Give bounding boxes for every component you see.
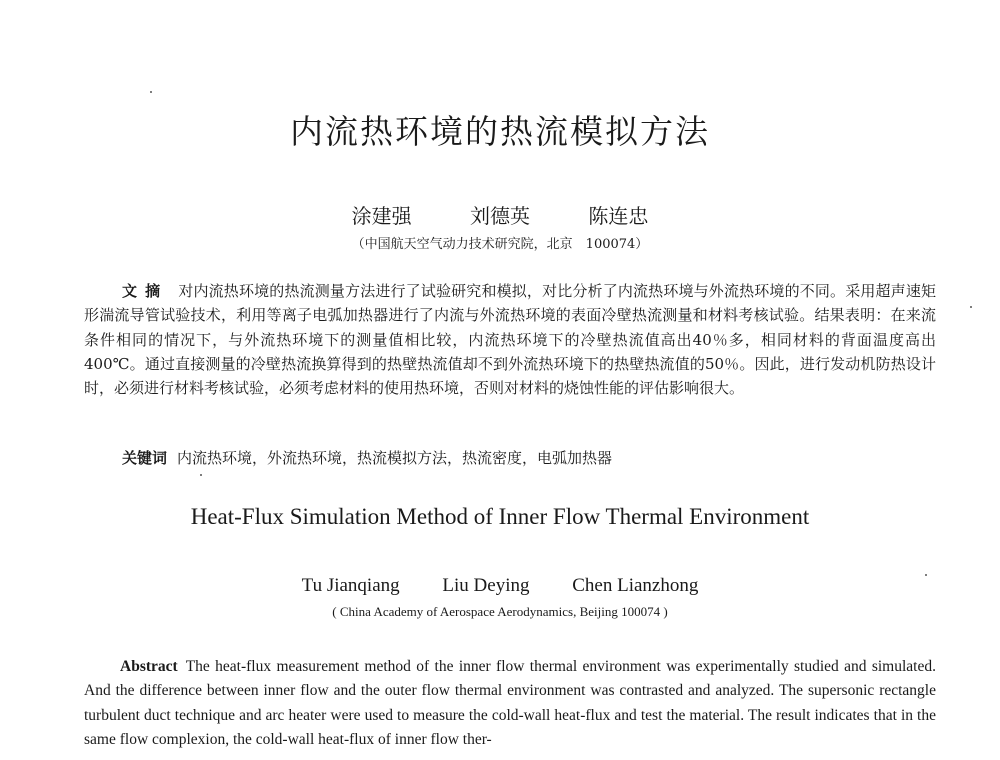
author-en-1: Tu Jianqiang (301, 575, 400, 596)
chinese-title: 内流热环境的热流模拟方法 (290, 112, 710, 151)
english-title: Heat-Flux Simulation Method of Inner Flow Thermal Environment (190, 504, 810, 529)
chinese-abstract-text: 对内流热环境的热流测量方法进行了试验研究和模拟，对比分析了内流热环境与外流热环境的不同。采用超声速矩形湍流导管试验技术，利用等离子电弧加热器进行了内流与外流热环境的表面冷壁热流测量和材料考核试验。结果表明：在来流条件相同的情况下，与外流热环境下的测量值相比较，内流热环境下的冷壁热流值高出40％多，相同材料的背面温度高出400℃。通过直接测量的冷壁热流换算得到的热壁热流值却不到外流热环境下的热壁热流值的50％。因此，进行发动机防热设计时，必须进行材料考核试验，必须考虑材料的使用热环境，否则对材料的烧蚀性能的评估影响很大。 (84, 282, 936, 398)
english-authors (0, 575, 1000, 597)
chinese-keywords-text: 内流热环境，外流热环境，热流模拟方法，热流密度，电弧加热器 (177, 449, 613, 467)
chinese-abstract-label: 文摘 (122, 282, 169, 300)
chinese-keywords (122, 447, 936, 468)
scan-speck (150, 91, 152, 93)
chinese-abstract (84, 279, 936, 400)
chinese-affiliation: （中国航天空气动力技术研究院，北京 100074） (351, 237, 649, 252)
english-abstract-label: Abstract (120, 658, 178, 675)
author-en-3: Chen Lianzhong (572, 575, 699, 596)
chinese-keywords-label: 关键词 (122, 449, 168, 467)
english-abstract-text: The heat-flux measurement method of the inner flow thermal environment was experimentally studied and simulated. And the difference between inner flow and the outer flow thermal environment was contrasted and analyzed. The supersonic rectangle turbulent duct technique and arc heater were used to measure the cold-wall heat-flux and test the material. The result indicates that in the same flow complexion, the cold-wall heat-flux of inner flow ther- (84, 658, 936, 749)
author-en-2: Liu Deying (442, 575, 530, 596)
author-cn-1: 涂建强 (351, 204, 412, 228)
scan-speck (925, 574, 927, 576)
scan-speck (200, 474, 202, 476)
scan-speck (970, 306, 972, 308)
english-affiliation: ( China Academy of Aerospace Aerodynamics, Beijing 100074 ) (332, 604, 668, 619)
author-cn-2: 刘德英 (470, 204, 530, 228)
chinese-authors (0, 200, 1000, 229)
author-cn-3: 陈连忠 (588, 204, 649, 228)
english-abstract (84, 655, 936, 753)
